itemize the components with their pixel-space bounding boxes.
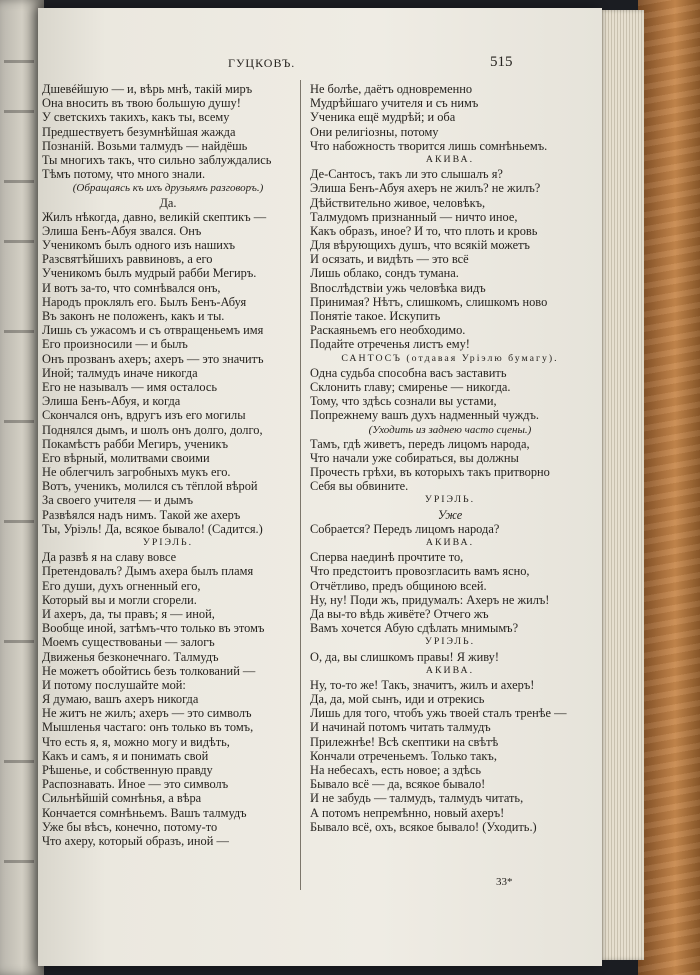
text-line: Попрежнему вашъ духъ надменный чуждъ. [310,408,539,423]
text-line: Да развѣ я на славу вовсе [42,550,177,565]
text-line: Моемъ существованьи — залогъ [42,635,215,650]
text-line: Лишь для того, чтобъ ужь твоей сталъ тренѣе — [310,706,567,721]
page-number: 515 [490,54,513,70]
text-line: Тому, что здѣсь сознали вы устами, [310,394,497,409]
text-line: Я думаю, вашъ ахеръ никогда [42,692,199,707]
text-line: Что есть я, я, можно могу и видѣть, [42,734,230,749]
text-line: Его не называлъ — имя осталось [42,379,217,394]
text-line: Распознавать. Иное — это символъ [42,777,229,792]
text-line: Мышленья частаго: онъ только въ томъ, [42,720,254,735]
text-line: Бывало всё, охъ, всякое бывало! (Уходить.) [310,819,537,834]
text-line: Подайте отреченья листъ ему! [310,337,470,352]
text-line: Предшествуетъ безумнѣйшая жажда [42,124,236,139]
text-line: Не можетъ обойтись безъ толкований — [42,663,256,678]
text-line: Въ законъ не положенъ, какъ и ты. [42,309,225,323]
leather-cover-edge [638,0,700,975]
text-line: О, да, вы слишкомъ правы! Я живу! [310,649,499,664]
text-line: Покамѣстъ рабби Мегиръ, ученикъ [42,436,228,451]
text-line: А потомъ непремѣнно, новый ахеръ! [310,805,505,820]
text-line: Себя вы обвините. [310,479,409,494]
text-line: Раскаяньемъ его необходимо. [310,323,466,338]
text-line: Не житъ не жилъ; ахеръ — это символъ [42,706,252,721]
text-line: Дѣйствительно живое, человѣкъ, [310,195,486,210]
text-line: УРІЭЛЬ. [142,537,194,548]
text-line: Ты, Уріэль! Да, всякое бывало! (Садится.) [42,521,263,536]
text-line: Который вы и могли сгорели. [42,592,197,607]
book-page [38,8,602,966]
text-line: Сперва наединѣ прочтите то, [310,550,464,565]
text-line: (Обращаясь къ ихъ друзьямъ разговоръ.) [72,182,264,195]
text-line: За своего учителя — и дымъ [42,493,194,508]
text-line: Принимая? Нѣтъ, слишкомъ, слишкомъ ново [310,294,548,309]
text-line: Какъ образъ, иное? И то, что плоть и кровь [310,223,538,238]
right-column [310,82,590,834]
text-line: Понятіе такое. Искупить [310,309,441,323]
text-line: Поднялся дымъ, и шолъ онъ долго, долго, [42,422,263,437]
text-line: И вотъ за-то, что сомнѣвался онъ, [42,280,221,295]
text-line: Прочесть грѣхи, въ которыхъ такъ притворно [310,465,550,480]
text-line: Какъ и самъ, я и понимать свой [42,748,209,763]
text-line: Не болѣе, даётъ одновременно [310,82,473,96]
text-line: Талмудомъ признанный — ничто иное, [310,209,518,224]
page-block-edges [600,10,644,960]
text-line: Для вѣрующихъ душъ, что всякій можетъ [310,238,530,253]
text-line: Вотъ, ученикъ, молился съ тёплой вѣрой [42,479,258,494]
text-line: Да вы-то вѣдь живёте? Отчего жъ [310,606,489,621]
text-line: Народъ проклялъ его. Былъ Бенъ-Абуя [42,294,247,309]
text-line: Ученика ещё мудрѣй; и оба [310,110,456,125]
text-line: Она вносить въ твою большую душу! [42,96,241,111]
text-line: Они религіозны, потому [310,124,439,139]
text-line: Разсвятѣйшихъ раввиновъ, а его [42,252,213,267]
text-line: АКИВА. [425,664,475,676]
left-column [42,82,294,848]
text-line: Развѣялся надъ нимъ. Такой же ахеръ [42,507,241,522]
text-line: Тамъ, гдѣ живетъ, передъ лицомъ народа, [310,436,530,451]
text-line: Собрается? Передъ лицомъ народа? [310,521,500,536]
text-line: Его произносили — и былъ [42,337,188,352]
text-line: Одна судьба способна васъ заставить [310,365,507,380]
running-head: ГУЦКОВЪ. [228,56,296,70]
signature-mark: 33* [496,876,513,888]
text-line: Лишь съ ужасомъ и съ отвращеньемъ имя [42,323,264,338]
text-line: Познаній. Возьми талмудъ — найдёшь [42,138,248,153]
text-line: Движенья безконечнаго. Талмудъ [42,649,219,664]
text-line: АКИВА. [425,537,475,548]
text-line: УРІЭЛЬ. [424,636,476,648]
text-line: Склонить главу; смиренье — никогда. [310,379,511,394]
text-line: Ну, ну! Поди жъ, придумалъ: Ахеръ не жилъ! [310,592,550,607]
text-line: Не облегчилъ загробныхъ мукъ его. [42,465,231,480]
text-line: Впослѣдствіи ужь человѣка видъ [310,280,486,295]
text-line: УРІЭЛЬ. [424,494,476,506]
text-line: АКИВА. [425,153,475,165]
text-line: Что предстоитъ провозгласить вамъ ясно, [310,564,530,579]
text-line: Что набожность творится лишь сомнѣньемъ. [310,138,548,153]
text-line: Элиша Бенъ-Абуя ахеръ не жилъ? не жилъ? [310,181,541,196]
text-line: Лишь облако, сондъ тумана. [310,266,459,281]
text-line: На небесахъ, есть новое; а здѣсь [310,763,482,777]
text-line: Да, да, мой сынъ, иди и отрекись [310,692,485,707]
text-line: Ученикомъ былъ одного изъ нашихъ [42,238,236,253]
text-line: Де-Сантосъ, такъ ли это слышалъ я? [310,167,503,182]
text-line: Что начали уже собираться, вы должны [310,450,519,465]
text-line: Кончается сомнѣньемъ. Вашъ талмудъ [42,805,247,820]
text-line: Претендовалъ? Дымъ ахера былъ пламя [42,564,254,579]
text-line: Прилежнѣе! Всѣ скептики на свѣтѣ [310,734,499,749]
text-line: Скончался онъ, вдругъ изъ его могилы [42,408,246,423]
text-line: Бывало всё — да, всякое бывало! [310,777,486,792]
text-line: Элиша Бенъ-Абуя звался. Онъ [42,223,202,238]
text-line: И не забудь — талмудъ, талмудъ читать, [310,791,524,806]
text-line: И начинай потомъ читать талмудъ [310,720,491,735]
text-line: Кончали отреченьемъ. Только такъ, [310,748,497,763]
text-line: Его души, духъ огненный его, [42,578,201,593]
text-line: Его вѣрный, молитвами своими [42,450,210,465]
column-divider [300,80,301,890]
text-line: (Уходить из заднею часто сцены.) [368,423,532,436]
text-line: Ну, то-то же! Такъ, значитъ, жилъ и ахеръ! [310,677,535,692]
text-line: Ты многихъ такъ, что сильно заблуждались [42,152,272,167]
text-line: Вообще иной, затѣмъ-что только въ этомъ [42,621,265,636]
text-line: Да. [159,195,177,210]
text-line: Дшевéйшую — и, вѣрь мнѣ, такiй миръ [42,82,253,96]
text-line: Тѣмъ потому, что много знали. [42,167,206,182]
text-line: Иной; талмудъ иначе никогда [42,365,198,380]
text-line: Онъ прозванъ ахеръ; ахеръ — это значитъ [42,351,264,366]
text-line: Что ахеру, который образъ, иной — [42,833,229,848]
text-line: И потому послушайте мой: [42,677,186,692]
text-line: Уже [437,507,463,522]
text-line: Ученикомъ былъ мудрый рабби Мегиръ. [42,266,257,281]
text-line: Отчётливо, предъ общиною всей. [310,578,487,593]
text-line: САНТОСЪ (отдавая Уріэлю бумагу). [341,352,559,364]
text-line: Мудрѣйшаго учителя и съ нимъ [310,96,479,111]
text-line: Рѣшенье, и собственную правду [42,763,213,777]
text-line: У светскихъ такихъ, какъ ты, всему [42,110,230,125]
text-line: Жилъ нѣкогда, давно, великій скептикъ — [42,209,267,224]
text-line: И ахеръ, да, ты правъ; я — иной, [42,606,215,621]
text-line: Сильнѣйшій сомнѣнья, а вѣра [42,791,202,806]
text-line: Вамъ хочется Абую сдѣлать мнимымъ? [310,621,519,636]
text-line: Уже бы вѣсъ, конечно, потому-то [42,819,218,834]
text-line: И осязать, и видѣть — это всё [310,252,469,267]
text-line: Элиша Бенъ-Абуя, и когда [42,394,181,409]
